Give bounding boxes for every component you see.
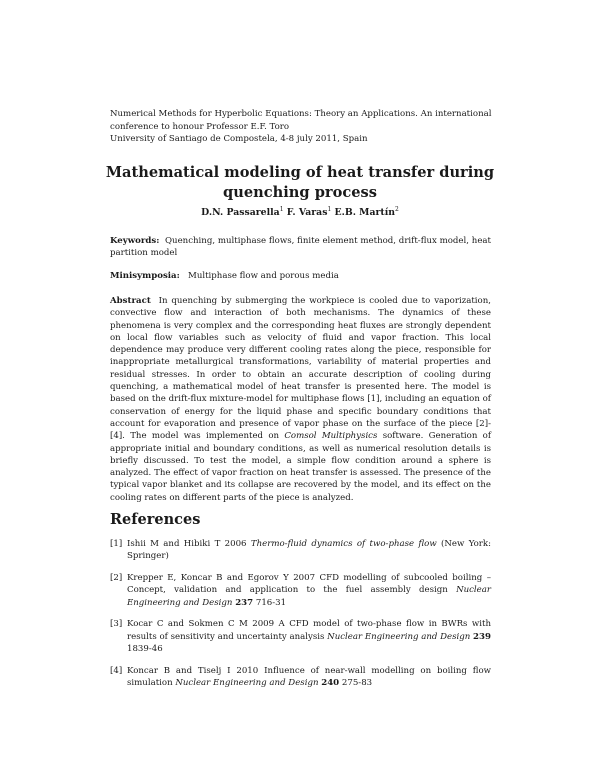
reference-rest: (New York: Springer)	[127, 539, 492, 562]
reference-list	[110, 538, 491, 699]
keywords-text: Quenching, multiphase flows, finite element method, drift-flux model, heat partition model	[110, 236, 491, 259]
author-list	[100, 206, 500, 218]
reference-authors: Koncar B and Tiselj I 2010 Influence of near-wall modelling on boiling flow simulation	[127, 665, 491, 688]
author-name: E.B. Martín	[334, 207, 395, 219]
abstract-text: In quenching by submerging the workpiece is cooled due to vaporization, convective flow and interaction of both mechanisms. The dynamics of these phenomena is very complex and the corresponding heat fluxes are strongly dependent on local flow variables such as velocity of fluid and vapor fraction. This local dependence may produce very different cooling rates along the piece, responsible for inappropriate metallurgical transformations, variability of material properties and residual stresses. In order to obtain an accurate description of cooling during quenching, a mathematical model of heat transfer is presented here. The model is based on the drift-flux mixture-model for multiphase flows [1], including an equation of conservation of energy for the liquid phase and specific boundary conditions that account for evaporation and presence of vapor phase on the surface of the piece [2]-[4]. The model was implemented on	[110, 296, 491, 442]
reference-item	[110, 665, 491, 690]
reference-pages: 275-83	[341, 677, 373, 688]
keywords	[110, 235, 491, 260]
reference-number: [2]	[110, 572, 123, 583]
reference-title: Thermo-fluid dynamics of two-phase flow	[250, 539, 437, 549]
reference-journal: Nuclear Engineering and Design	[175, 677, 319, 688]
reference-item	[110, 618, 491, 655]
reference-volume: 239	[473, 631, 491, 642]
minisymposia-label: Minisymposia:	[110, 271, 180, 281]
references-heading: References	[110, 511, 201, 528]
author-affiliation: 1	[279, 206, 284, 213]
paper-title	[100, 163, 500, 203]
reference-volume: 237	[235, 597, 254, 608]
reference-authors: Kocar C and Sokmen C M 2009 A CFD model of two-phase flow in BWRs with results of sensitivity and uncertainty analysis	[127, 619, 491, 642]
conference-header	[110, 108, 510, 146]
title-line: Mathematical modeling of heat transfer during	[105, 164, 495, 181]
reference-authors: Krepper E, Koncar B and Egorov Y 2007 CFD modelling of subcooled boiling – Concept, validation and application to the fuel assembly design	[127, 572, 491, 596]
conference-line: University of Santiago de Compostela, 4-8 july 2011, Spain	[110, 134, 368, 144]
abstract-text: software. Generation of appropriate initial and boundary conditions, as well as numerical resolution details is briefly discussed. To test the model, a simple flow condition around a sphere is analyzed. The effect of vapor fraction on heat transfer is assessed. The presence of the typical vapor blanket and its collapse are recovered by the model, and its effect on the cooling rates on different parts of the piece is analyzed.	[110, 431, 491, 503]
author-affiliation: 1	[327, 206, 332, 213]
author-name: D.N. Passarella	[201, 207, 280, 219]
software-name: Comsol Multiphysics	[284, 431, 378, 442]
author-affiliation: 2	[394, 206, 399, 213]
reference-number: [3]	[110, 619, 123, 630]
reference-volume: 240	[321, 677, 340, 688]
reference-journal: Nuclear Engineering and Design	[327, 631, 471, 642]
minisymposia-text: Multiphase flow and porous media	[188, 271, 339, 281]
reference-pages: 1839-46	[127, 643, 163, 654]
reference-number: [1]	[110, 539, 123, 549]
conference-line: conference to honour Professor E.F. Toro	[110, 121, 290, 132]
reference-item	[110, 538, 491, 563]
author-name: F. Varas	[286, 207, 328, 219]
reference-authors: Ishii M and Hibiki T 2006	[127, 539, 247, 549]
minisymposia	[110, 270, 491, 282]
conference-line: Numerical Methods for Hyperbolic Equations: Theory an Applications. An international	[110, 109, 492, 119]
abstract	[110, 295, 491, 504]
title-line: quenching process	[223, 184, 377, 201]
keywords-label: Keywords:	[110, 236, 160, 246]
reference-pages: 716-31	[255, 597, 287, 608]
abstract-label: Abstract	[110, 296, 151, 306]
reference-number: [4]	[110, 665, 123, 676]
reference-journal: Nuclear Engineering and Design	[127, 585, 491, 608]
reference-item	[110, 572, 491, 609]
